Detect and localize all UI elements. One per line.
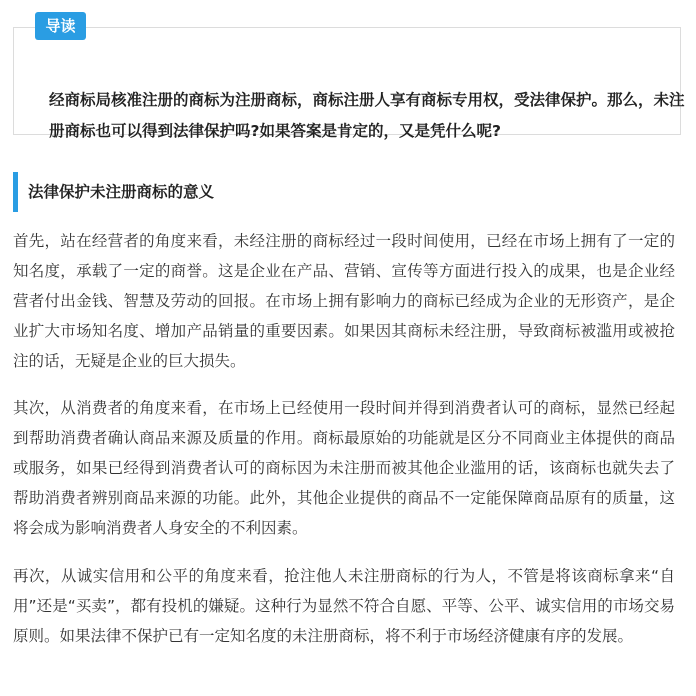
paragraph-first: 首先，站在经营者的角度来看，未经注册的商标经过一段时间使用，已经在市场上拥有了一定的知名度，承载了一定的商誉。这是企业在产品、营销、宣传等方面进行投入的成果，也是企业经营者付出金钱、智慧及劳动的回报。在市场上拥有影响力的商标已经成为企业的无形资产，是企业扩大市场知名度、增加产品销量的重要因素。如果因其商标未经注册，导致商标被滥用或被抢注的话，无疑是企业的巨大损失。 xyxy=(13,232,675,370)
intro-text: 经商标局核准注册的商标为注册商标，商标注册人享有商标专用权，受法律保护。那么，未注册商标也可以得到法律保护吗?如果答案是肯定的，又是凭什么呢? xyxy=(49,91,685,140)
paragraph-second: 其次，从消费者的角度来看，在市场上已经使用一段时间并得到消费者认可的商标，显然已经起到帮助消费者确认商品来源及质量的作用。商标最原始的功能就是区分不同商业主体提供的商品或服务，如果已经得到消费者认可的商标因为未注册而被其他企业滥用的话，该商标也就失去了帮助消费者辨别商品来源的功能。此外，其他企业提供的商品不一定能保障商品原有的质量，这将会成为影响消费者人身安全的不利因素。 xyxy=(13,399,675,537)
paragraph-third: 再次，从诚实信用和公平的角度来看，抢注他人未注册商标的行为人，不管是将该商标拿来“自用”还是“买卖”，都有投机的嫌疑。这种行为显然不符合自愿、平等、公平、诚实信用的市场交易原则。如果法律不保护已有一定知名度的未注册商标，将不利于市场经济健康有序的发展。 xyxy=(13,567,675,645)
intro-box xyxy=(13,27,685,140)
intro-badge: 导读 xyxy=(35,12,86,40)
section-heading: 法律保护未注册商标的意义 xyxy=(13,172,673,212)
